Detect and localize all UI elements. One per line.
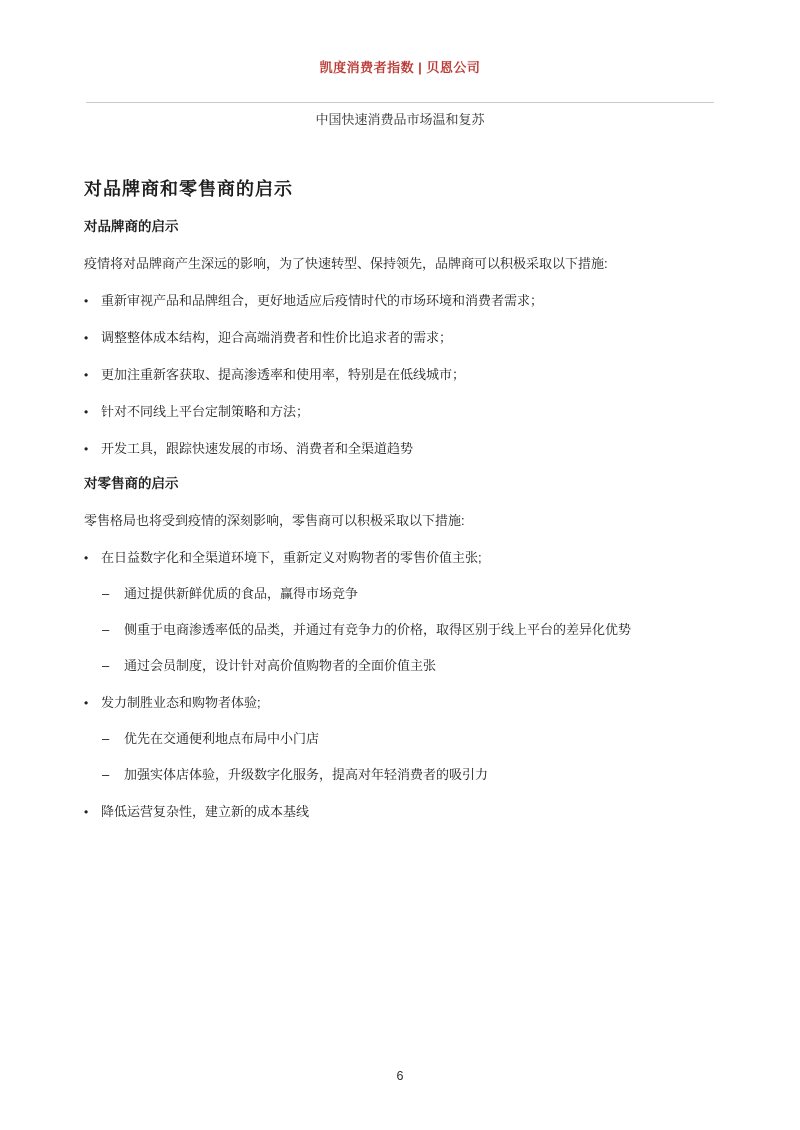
section-heading: 对品牌商的启示: [84, 219, 179, 234]
bullet-marker: •: [84, 551, 89, 565]
sub-bullet-item: [102, 658, 720, 674]
bullet-item: [84, 441, 720, 457]
item-text: 重新审视产品和品牌组合，更好地适应后疫情时代的市场环境和消费者需求；: [101, 293, 544, 308]
page-number: 6: [396, 1069, 404, 1083]
dash-marker: –: [102, 731, 110, 746]
sections-container: [84, 219, 720, 820]
header-divider: [86, 102, 714, 103]
item-text: 更加注重新客获取、提高渗透率和使用率，特别是在低线城市；: [101, 367, 466, 382]
sub-bullet-item: [102, 731, 720, 747]
bullet-marker: •: [84, 405, 89, 419]
item-text: 通过提供新鲜优质的食品，赢得市场竞争: [124, 586, 359, 601]
item-text: 加强实体店体验，升级数字化服务，提高对年轻消费者的吸引力: [124, 767, 489, 782]
item-text: 优先在交通便利地点布局中小门店: [124, 731, 320, 746]
bullet-item: [84, 404, 720, 420]
paragraph: 疫情将对品牌商产生深远的影响，为了快速转型、保持领先，品牌商可以积极采取以下措施:: [84, 256, 608, 271]
bullet-marker: •: [84, 805, 89, 819]
sub-bullet-item: [102, 767, 720, 783]
item-text: 降低运营复杂性，建立新的成本基线: [101, 804, 310, 819]
section-heading: 对零售商的启示: [84, 476, 179, 491]
page-title: 对品牌商和零售商的启示: [84, 179, 293, 199]
bullet-marker: •: [84, 331, 89, 345]
header-subtitle: 中国快速消费品市场温和复苏: [315, 112, 485, 127]
item-text: 通过会员制度，设计针对高价值购物者的全面价值主张: [124, 658, 437, 673]
bullet-marker: •: [84, 368, 89, 382]
item-text: 开发工具，跟踪快速发展的市场、消费者和全渠道趋势: [101, 441, 414, 456]
item-text: 针对不同线上平台定制策略和方法；: [101, 404, 310, 419]
bullet-marker: •: [84, 696, 89, 710]
dash-marker: –: [102, 767, 110, 782]
header-brand: 凯度消费者指数 | 贝恩公司: [319, 60, 481, 75]
bullet-item: [84, 293, 720, 309]
bullet-marker: •: [84, 294, 89, 308]
bullet-item: [84, 695, 720, 711]
item-text: 侧重于电商渗透率低的品类，并通过有竞争力的价格，取得区别于线上平台的差异化优势: [124, 622, 632, 637]
bullet-item: [84, 330, 720, 346]
item-text: 调整整体成本结构，迎合高端消费者和性价比追求者的需求；: [101, 330, 453, 345]
dash-marker: –: [102, 586, 110, 601]
item-text: 发力制胜业态和购物者体验;: [101, 695, 261, 710]
bullet-marker: •: [84, 442, 89, 456]
bullet-item: [84, 367, 720, 383]
sub-bullet-item: [102, 622, 720, 638]
item-text: 在日益数字化和全渠道环境下，重新定义对购物者的零售价值主张;: [101, 550, 482, 565]
dash-marker: –: [102, 658, 110, 673]
bullet-item: [84, 804, 720, 820]
content-area: [84, 178, 720, 820]
paragraph: 零售格局也将受到疫情的深刻影响，零售商可以积极采取以下措施:: [84, 513, 465, 528]
dash-marker: –: [102, 622, 110, 637]
sub-bullet-item: [102, 586, 720, 602]
bullet-item: [84, 550, 720, 566]
